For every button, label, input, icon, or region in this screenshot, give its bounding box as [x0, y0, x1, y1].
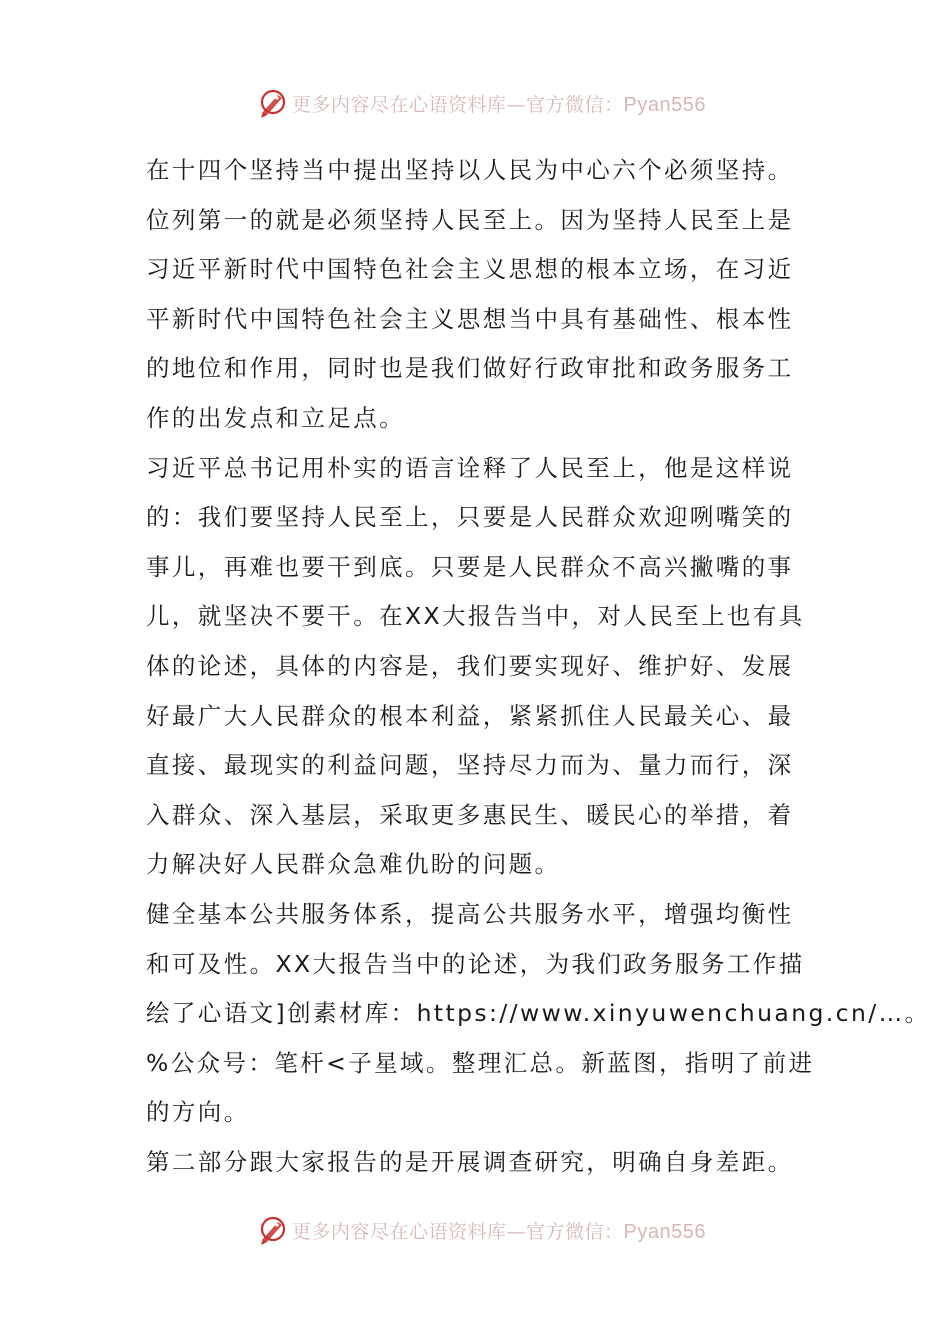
body-line: 在十四个坚持当中提出坚持以人民为中心六个必须坚持。 — [146, 156, 794, 184]
body-line: 作的出发点和立足点。 — [146, 403, 405, 432]
footer-wechat-handle: Pyan556 — [623, 1220, 706, 1243]
header-watermark-label: 更多内容尽在心语资料库—官方微信： — [292, 93, 624, 116]
body-line: 体的论述，具体的内容是，我们要实现好、维护好、发展 — [146, 651, 794, 680]
body-line: 的：我们要坚持人民至上，只要是人民群众欢迎咧嘴笑的 — [146, 503, 794, 532]
body-line: 力解决好人民群众急难仇盼的问题。 — [146, 850, 561, 879]
pen-nib-logo-icon — [256, 1213, 290, 1247]
body-line: 第二部分跟大家报告的是开展调查研究，明确自身差距。 — [146, 1147, 794, 1176]
header-wechat-handle: Pyan556 — [623, 93, 706, 116]
footer-watermark-banner — [0, 1210, 950, 1250]
body-line: 的方向。 — [146, 1098, 250, 1127]
pen-nib-logo-icon — [256, 86, 290, 120]
body-line: 好最广大人民群众的根本利益，紧紧抓住人民最关心、最 — [146, 701, 794, 730]
footer-watermark-label: 更多内容尽在心语资料库—官方微信： — [292, 1220, 624, 1243]
body-line: %公众号：笔杆<子星域。整理汇总。新蓝图，指明了前进 — [146, 1048, 815, 1077]
body-line: 儿，就坚决不要干。在XX大报告当中，对人民至上也有具 — [146, 602, 805, 631]
body-line: 习近平总书记用朴实的语言诠释了人民至上，他是这样说 — [146, 453, 794, 482]
body-line: 入群众、深入基层，采取更多惠民生、暖民心的举措，着 — [146, 800, 794, 829]
body-line: 的地位和作用，同时也是我们做好行政审批和政务服务工 — [146, 354, 794, 383]
footer-watermark-text — [292, 1217, 706, 1244]
body-line: 直接、最现实的利益问题，坚持尽力而为、量力而行，深 — [146, 751, 794, 780]
body-line: 习近平新时代中国特色社会主义思想的根本立场，在习近 — [146, 255, 794, 284]
body-line: 绘了心语文]创素材库：https://www.xinyuwenchuang.cn/…。 — [146, 999, 931, 1028]
body-line: 健全基本公共服务体系，提高公共服务水平，增强均衡性 — [146, 899, 794, 928]
body-line: 平新时代中国特色社会主义思想当中具有基础性、根本性 — [146, 304, 794, 333]
body-line: 和可及性。XX大报告当中的论述，为我们政务服务工作描 — [146, 949, 805, 978]
body-line: 位列第一的就是必须坚持人民至上。因为坚持人民至上是 — [146, 205, 794, 234]
header-watermark-banner — [0, 83, 950, 123]
header-watermark-text — [292, 90, 706, 117]
body-line: 事儿，再难也要干到底。只要是人民群众不高兴撇嘴的事 — [146, 552, 794, 581]
document-body — [146, 146, 931, 1187]
